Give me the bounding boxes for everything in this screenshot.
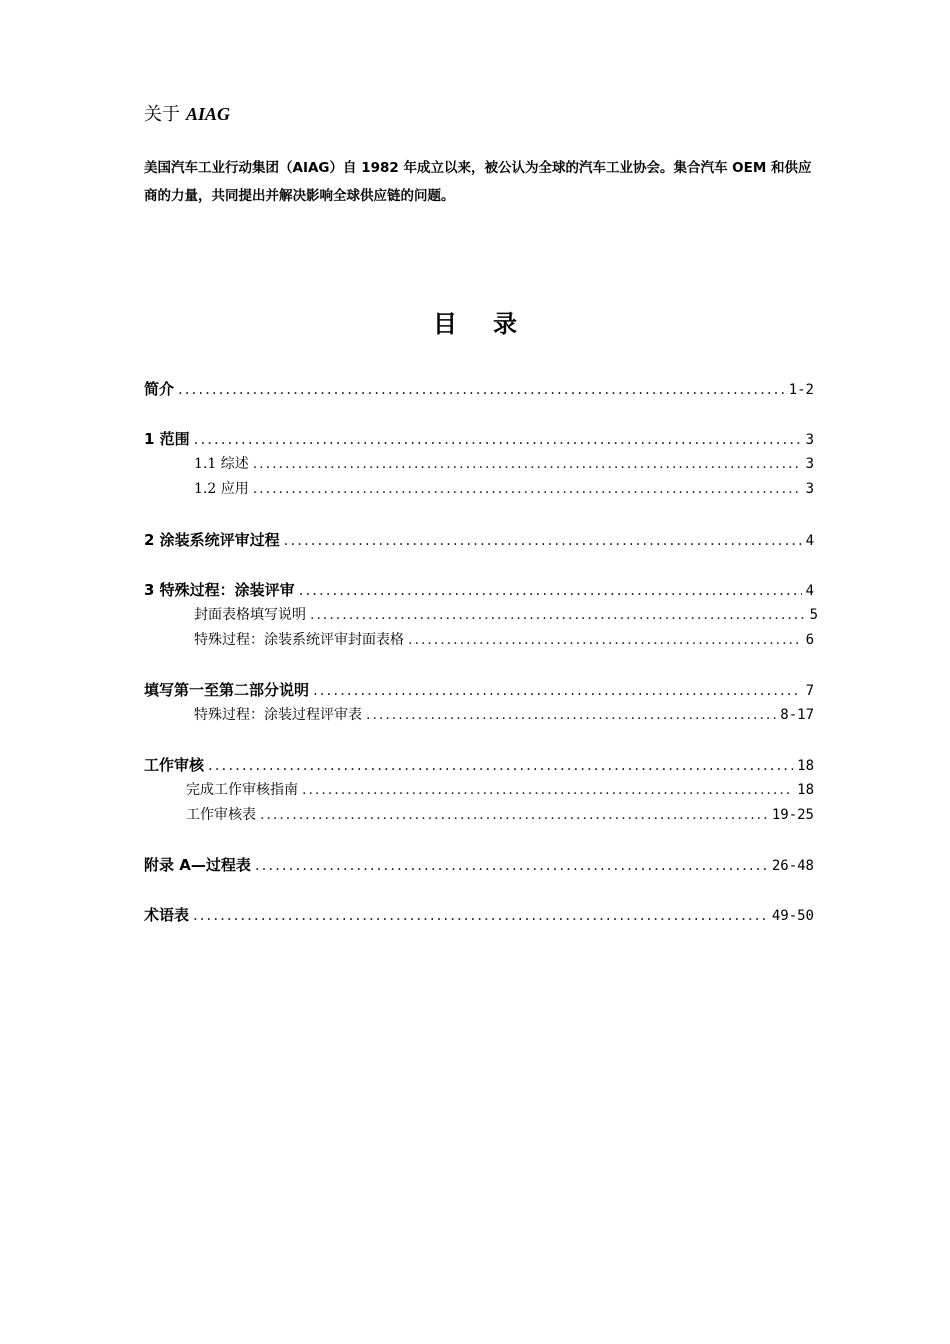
- toc-entry[interactable]: [194, 453, 814, 475]
- toc-entry-page: 49-50: [771, 908, 814, 924]
- toc-entry-label: 完成工作审核指南: [186, 782, 298, 798]
- toc-entry[interactable]: [144, 529, 814, 551]
- toc-entry-page: 1-2: [788, 382, 814, 398]
- toc-entry-page: 3: [805, 481, 814, 497]
- toc-leader: [208, 754, 793, 776]
- intro-paragraph: 美国汽车工业行动集团（AIAG）自 1982 年成立以来，被公认为全球的汽车工业协会。集合汽车 OEM 和供应商的力量，共同提出并解决影响全球供应链的问题。: [144, 160, 812, 204]
- toc-entry-page: 19-25: [771, 807, 814, 823]
- toc-entry-page: 4: [805, 583, 814, 599]
- toc-leader: [302, 779, 793, 801]
- toc-leader: [260, 804, 768, 826]
- toc-entry[interactable]: [194, 704, 814, 726]
- toc-entry[interactable]: [186, 804, 814, 826]
- toc-leader: [284, 529, 802, 551]
- toc-entry-page: 3: [805, 456, 814, 472]
- toc-entry-label: 3 特殊过程：涂装评审: [144, 581, 295, 599]
- toc-entry-page: 26-48: [771, 858, 814, 874]
- toc-entry[interactable]: [194, 629, 814, 651]
- toc-entry-page: 18: [797, 758, 814, 774]
- toc-leader: [194, 428, 802, 450]
- about-brand: AIAG: [186, 104, 231, 124]
- toc-entry-label: 1.1 综述: [194, 456, 249, 472]
- toc-entry-label: 2 涂装系统评审过程: [144, 531, 280, 549]
- toc-leader: [299, 579, 802, 601]
- toc-leader: [255, 854, 768, 876]
- toc-entry[interactable]: [144, 754, 814, 776]
- toc-title: 目录: [433, 310, 553, 338]
- toc-entry-page: 8-17: [780, 707, 814, 723]
- toc-leader: [253, 453, 802, 475]
- toc-entry[interactable]: [144, 378, 814, 400]
- toc-entry-page: 7: [805, 683, 814, 699]
- toc-entry-label: 工作审核表: [186, 807, 256, 823]
- toc-entry[interactable]: [186, 779, 814, 801]
- toc-leader: [313, 679, 802, 701]
- toc-entry-page: 3: [805, 432, 814, 448]
- toc-entry-label: 工作审核: [144, 756, 205, 774]
- about-prefix: 关于: [144, 104, 180, 125]
- toc-entry[interactable]: [144, 428, 814, 450]
- toc-leader: [366, 704, 776, 726]
- toc-leader: [253, 478, 802, 500]
- toc-leader: [193, 904, 768, 926]
- toc-entry-label: 1 范围: [144, 430, 190, 448]
- toc-entry[interactable]: [144, 579, 814, 601]
- toc-leader: [310, 604, 806, 626]
- toc-entry[interactable]: [144, 904, 814, 926]
- toc-entry-label: 1.2 应用: [194, 481, 249, 497]
- toc-entry[interactable]: [194, 604, 818, 626]
- toc-entry[interactable]: [144, 679, 814, 701]
- toc-entry-page: 18: [797, 782, 814, 798]
- toc-leader: [408, 629, 802, 651]
- toc-entry-page: 5: [809, 607, 818, 623]
- toc-entry-label: 填写第一至第二部分说明: [144, 681, 310, 699]
- toc-leader: [178, 378, 785, 400]
- toc-entry[interactable]: [144, 854, 814, 876]
- toc-entry-label: 简介: [144, 380, 175, 398]
- toc-entry[interactable]: [194, 478, 814, 500]
- toc-entry-label: 附录 A—过程表: [144, 856, 251, 874]
- toc-entry-label: 特殊过程：涂装过程评审表: [194, 707, 362, 723]
- toc-entry-label: 术语表: [144, 906, 190, 924]
- toc-entry-page: 6: [805, 632, 814, 648]
- toc-entry-page: 4: [805, 533, 814, 549]
- toc-entry-label: 特殊过程：涂装系统评审封面表格: [194, 632, 404, 648]
- toc-entry-label: 封面表格填写说明: [194, 607, 306, 623]
